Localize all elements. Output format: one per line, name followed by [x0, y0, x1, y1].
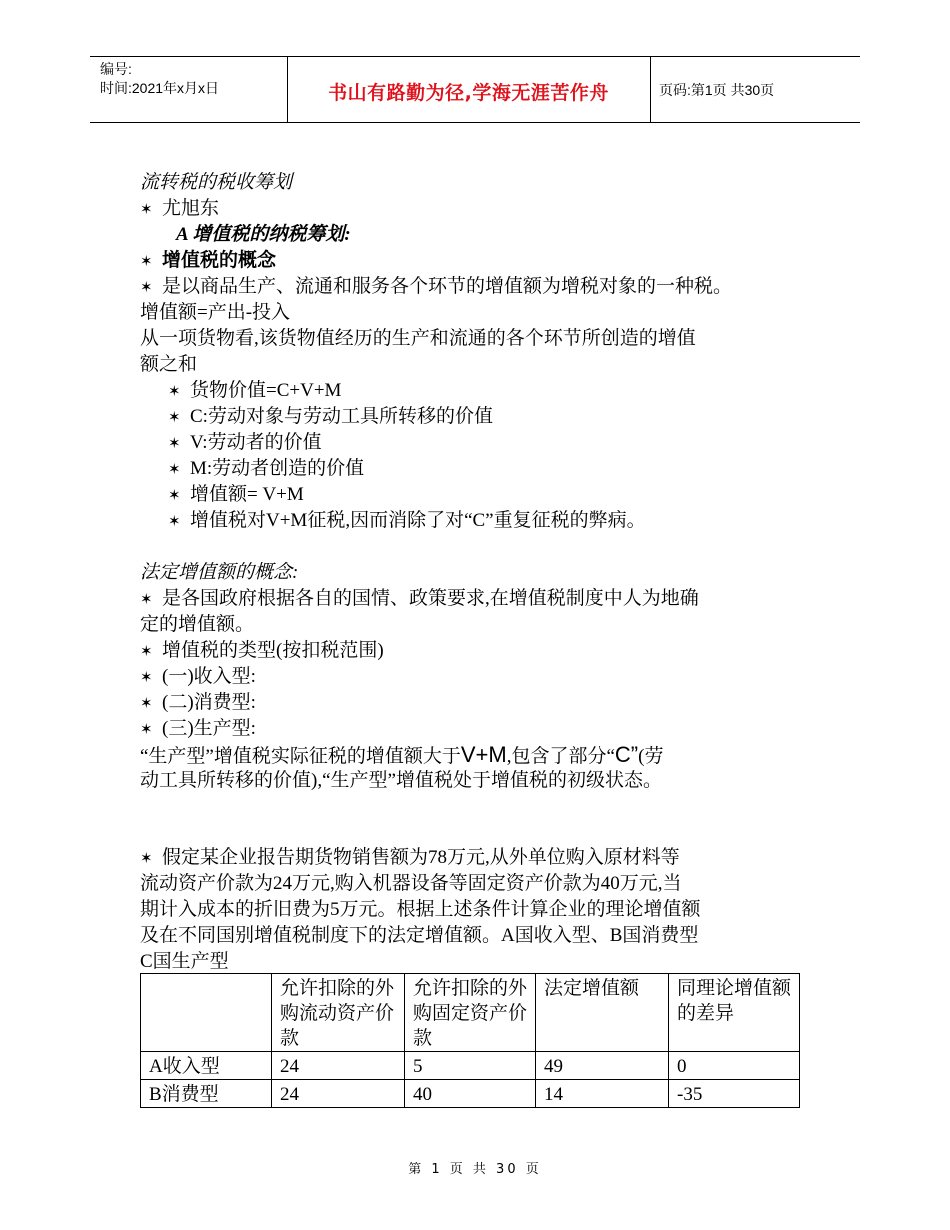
type-item-text: (二)消费型: — [162, 692, 256, 713]
star-bullet-icon: ✶ — [140, 849, 153, 867]
paragraph-line: 及在不同国别增值税制度下的法定增值额。A国收入型、B国消费型 — [140, 925, 699, 946]
text-run: C” — [614, 742, 639, 767]
star-bullet-icon: ✶ — [140, 720, 153, 738]
text-run: ,包含了部分“ — [506, 746, 615, 767]
type-item-text: (三)生产型: — [162, 718, 256, 739]
author: 尤旭东 — [162, 198, 220, 219]
legal-text: 是各国政府根据各自的国情、政策要求,在增值税制度中人为地确 — [162, 588, 699, 609]
paragraph-line: 流动资产价款为24万元,购入机器设备等固定资产价款为40万元,当 — [140, 873, 682, 894]
table-row — [141, 1080, 800, 1108]
text-run: “生产型”增值税实际征税的增值额大于 — [140, 746, 461, 767]
concept-text-line — [140, 274, 732, 300]
list-item — [168, 482, 304, 508]
table-header-cell: 法定增值额 — [536, 974, 669, 1052]
star-bullet-icon: ✶ — [140, 694, 153, 712]
list-item — [168, 430, 322, 456]
paragraph-line — [140, 742, 663, 770]
list-item — [168, 456, 364, 482]
star-bullet-icon: ✶ — [168, 408, 181, 426]
table-header-row — [141, 974, 800, 1052]
list-item — [168, 404, 493, 430]
paragraph-line: 期计入成本的折旧费为5万元。根据上述条件计算企业的理论增值额 — [140, 899, 701, 920]
star-bullet-icon: ✶ — [168, 434, 181, 452]
table-cell: -35 — [669, 1080, 800, 1108]
table-header-cell: 允许扣除的外购流动资产价款 — [272, 974, 405, 1052]
table-header-cell — [141, 974, 272, 1052]
table-cell: 24 — [272, 1052, 405, 1080]
table-cell: 49 — [536, 1052, 669, 1080]
star-bullet-icon: ✶ — [168, 382, 181, 400]
list-item-text: C:劳动对象与劳动工具所转移的价值 — [190, 406, 493, 427]
list-item — [168, 508, 646, 534]
table-cell: B消费型 — [141, 1080, 272, 1108]
header-divider — [650, 56, 651, 122]
section-heading: A 增值税的纳税筹划: — [176, 224, 351, 245]
types-heading-line — [140, 638, 384, 664]
header-motto: 书山有路勤为径,学海无涯苦作舟 — [328, 82, 609, 104]
legal-heading: 法定增值额的概念: — [140, 562, 299, 583]
header-meta — [100, 60, 219, 98]
star-bullet-icon: ✶ — [168, 512, 181, 530]
star-bullet-icon: ✶ — [140, 200, 153, 218]
type-item — [140, 664, 256, 690]
header-page-info: 页码:第1页 共30页 — [659, 82, 775, 98]
text-run: V+M — [460, 742, 507, 767]
concept-heading-line — [140, 248, 276, 274]
text-run: (劳 — [638, 746, 664, 767]
document-number: 编号: — [100, 61, 132, 77]
types-heading: 增值税的类型(按扣税范围) — [162, 640, 384, 661]
type-item — [140, 716, 256, 742]
star-bullet-icon: ✶ — [140, 278, 153, 296]
table-cell: A收入型 — [141, 1052, 272, 1080]
list-item-text: 增值税对V+M征税,因而消除了对“C”重复征税的弊病。 — [190, 510, 646, 531]
table-cell: 0 — [669, 1052, 800, 1080]
star-bullet-icon: ✶ — [140, 590, 153, 608]
page-footer: 第 1 页 共 30 页 — [408, 1162, 542, 1177]
list-item — [168, 378, 341, 404]
document-title: 流转税的税收筹划 — [140, 172, 293, 193]
example-text: 假定某企业报告期货物销售额为78万元,从外单位购入原材料等 — [162, 847, 680, 868]
concept-heading: 增值税的概念 — [162, 250, 277, 271]
paragraph-line: 动工具所转移的价值),“生产型”增值税处于增值税的初级状态。 — [140, 770, 662, 791]
list-item-text: 货物价值=C+V+M — [190, 380, 342, 401]
author-line — [140, 196, 219, 222]
paragraph-line: 定的增值额。 — [140, 614, 255, 635]
star-bullet-icon: ✶ — [140, 252, 153, 270]
example-line — [140, 845, 680, 871]
concept-text: 是以商品生产、流通和服务各个环节的增值额为增税对象的一种税。 — [162, 276, 733, 297]
table-header-cell: 允许扣除的外购固定资产价款 — [405, 974, 536, 1052]
table-cell: 14 — [536, 1080, 669, 1108]
header-bottom-rule — [90, 122, 860, 123]
table-cell: 5 — [405, 1052, 536, 1080]
star-bullet-icon: ✶ — [140, 668, 153, 686]
table-cell: 24 — [272, 1080, 405, 1108]
star-bullet-icon: ✶ — [168, 486, 181, 504]
list-item-text: 增值额= V+M — [190, 484, 304, 505]
table-header-cell: 同理论增值额的差异 — [669, 974, 800, 1052]
paragraph-line: 从一项货物看,该货物值经历的生产和流通的各个环节所创造的增值 — [140, 328, 696, 349]
type-item — [140, 690, 256, 716]
star-bullet-icon: ✶ — [140, 642, 153, 660]
list-item-text: V:劳动者的价值 — [190, 432, 322, 453]
star-bullet-icon: ✶ — [168, 460, 181, 478]
list-item-text: M:劳动者创造的价值 — [190, 458, 365, 479]
table-cell: 40 — [405, 1080, 536, 1108]
type-item-text: (一)收入型: — [162, 666, 256, 687]
legal-text-line — [140, 586, 699, 612]
paragraph-line: C国生产型 — [140, 951, 229, 972]
header-top-rule — [90, 56, 860, 57]
document-time: 时间:2021年x月x日 — [100, 80, 220, 96]
table-row — [141, 1052, 800, 1080]
paragraph-line: 额之和 — [140, 354, 198, 375]
vat-comparison-table — [140, 973, 800, 1108]
formula: 增值额=产出-投入 — [140, 302, 291, 323]
